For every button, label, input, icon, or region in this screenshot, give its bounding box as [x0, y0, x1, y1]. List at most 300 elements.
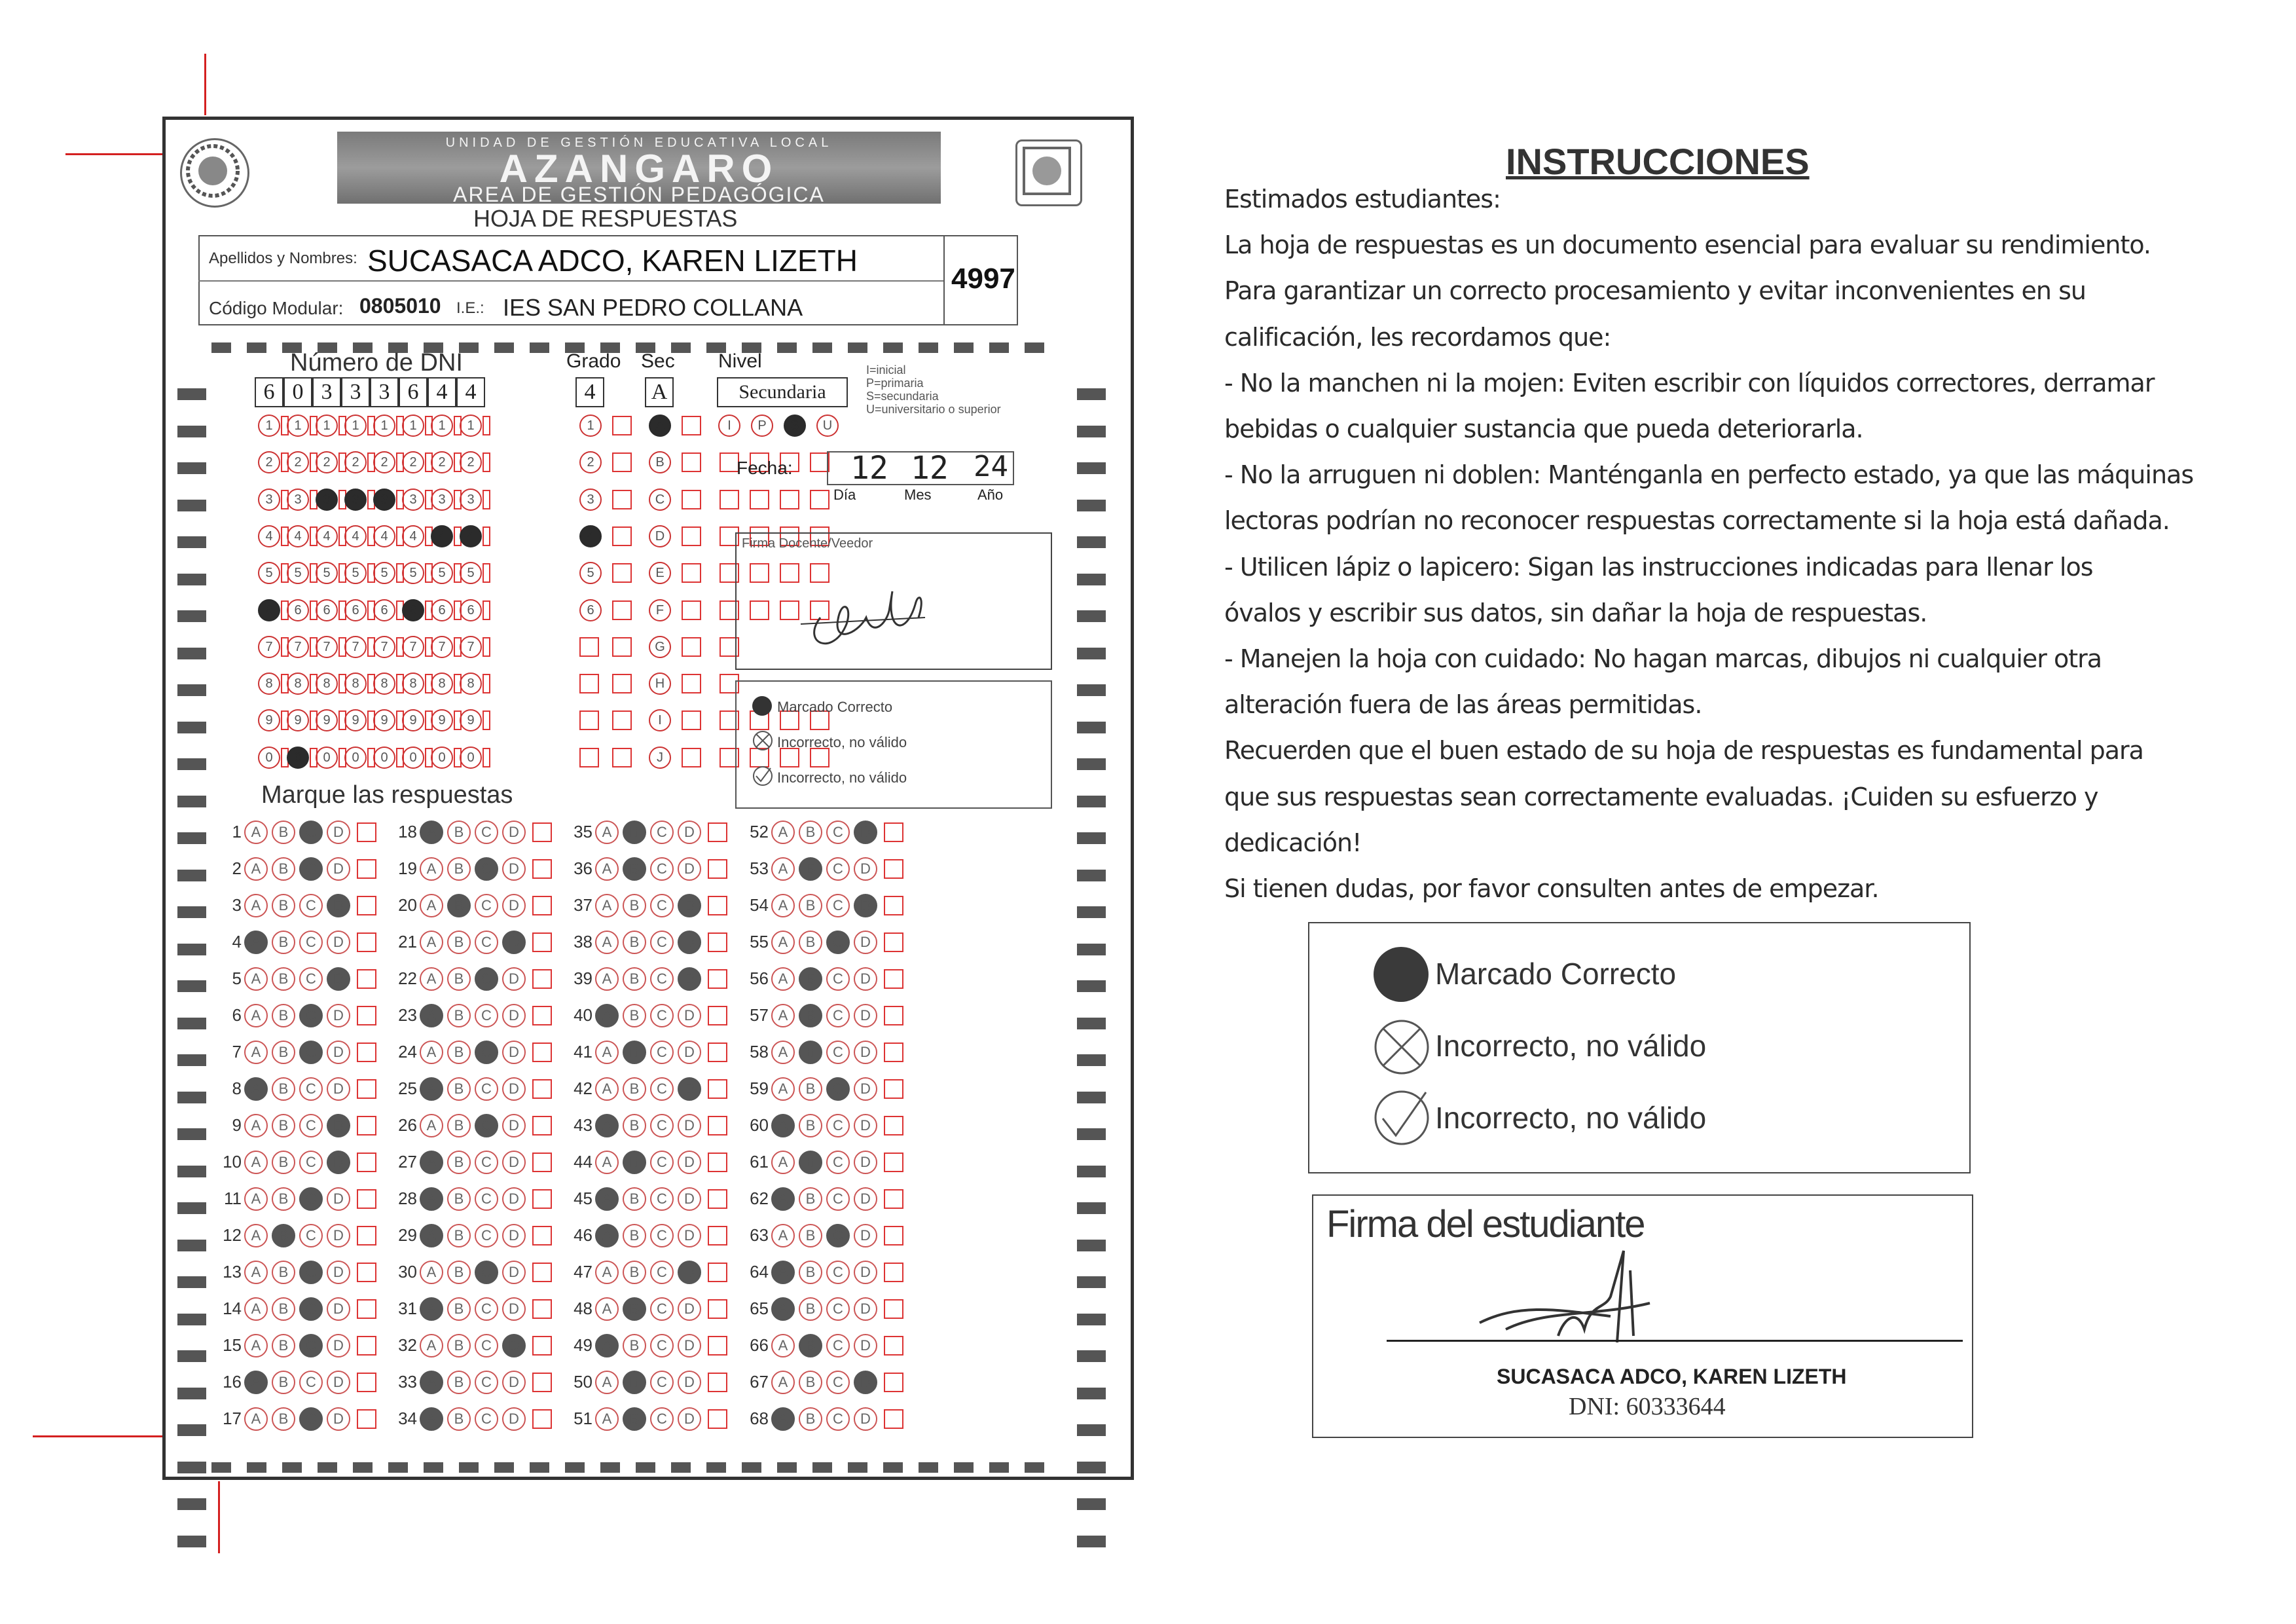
answer-bubble[interactable]: A — [595, 1371, 619, 1394]
answer-bubble[interactable]: C — [650, 1114, 674, 1137]
answer-bubble[interactable]: C — [299, 931, 323, 954]
answer-bubble[interactable]: C — [826, 894, 850, 917]
answer-bubble[interactable]: A — [420, 1004, 443, 1027]
answer-bubble[interactable]: D — [854, 967, 877, 991]
answer-bubble[interactable]: B — [623, 1041, 646, 1064]
answer-bubble[interactable]: A — [595, 1114, 619, 1137]
answer-bubble[interactable]: B — [447, 1407, 471, 1431]
timing-mark-bottom — [919, 1462, 938, 1473]
answer-bubble[interactable]: A — [244, 821, 268, 844]
answer-bubble[interactable]: D — [502, 1041, 526, 1064]
answer-bubble[interactable]: B — [447, 1187, 471, 1211]
answer-bubble[interactable]: A — [595, 894, 619, 917]
student-name-signature: SUCASACA ADCO, KAREN LIZETH — [1497, 1365, 1847, 1388]
answer-bubble[interactable]: A — [771, 1187, 795, 1211]
answer-bubble[interactable]: C — [826, 1261, 850, 1284]
answer-bubble[interactable]: D — [327, 1371, 350, 1394]
answer-bubble[interactable]: B — [799, 1004, 822, 1027]
answer-bubble[interactable]: B — [799, 1407, 822, 1431]
answer-bubble[interactable]: D — [327, 1187, 350, 1211]
answer-bubble[interactable]: B — [799, 1224, 822, 1247]
answer-bubble[interactable]: A — [771, 931, 795, 954]
answer-bubble[interactable]: A — [771, 1261, 795, 1284]
answer-bubble[interactable]: A — [771, 857, 795, 881]
answer-bubble[interactable]: D — [502, 1297, 526, 1321]
answer-bubble[interactable]: D — [502, 1151, 526, 1174]
answer-bubble[interactable]: B — [447, 1151, 471, 1174]
answer-bubble[interactable]: C — [826, 1407, 850, 1431]
answer-bubble[interactable]: B — [272, 1371, 295, 1394]
answer-bubble[interactable]: C — [299, 1297, 323, 1321]
answer-bubble[interactable]: C — [826, 1371, 850, 1394]
answer-bubble[interactable]: A — [244, 1261, 268, 1284]
answer-bubble[interactable]: D — [327, 931, 350, 954]
answer-bubble[interactable]: C — [475, 1334, 498, 1357]
answer-bubble[interactable]: B — [272, 1077, 295, 1101]
answer-bubble[interactable]: D — [854, 1297, 877, 1321]
answer-bubble[interactable]: C — [650, 1407, 674, 1431]
answer-bubble[interactable]: B — [623, 1224, 646, 1247]
answer-bubble[interactable]: C — [299, 894, 323, 917]
question-number: 9 — [232, 1115, 242, 1135]
timing-mark-right — [1077, 1202, 1106, 1214]
answer-bubble[interactable]: D — [327, 821, 350, 844]
answer-bubble[interactable]: B — [799, 1187, 822, 1211]
answer-bubble[interactable]: C — [650, 1077, 674, 1101]
answer-bubble[interactable]: C — [826, 1077, 850, 1101]
timing-mark-bottom — [812, 1462, 832, 1473]
answer-bubble[interactable]: C — [475, 1077, 498, 1101]
answer-bubble[interactable]: B — [447, 1041, 471, 1064]
answer-bubble[interactable]: B — [447, 1261, 471, 1284]
answer-bubble[interactable]: C — [826, 857, 850, 881]
answer-bubble[interactable]: D — [678, 1261, 701, 1284]
answer-bubble[interactable]: D — [327, 1077, 350, 1101]
answer-bubble[interactable]: B — [799, 1077, 822, 1101]
answer-bubble[interactable]: C — [475, 1297, 498, 1321]
answer-bubble[interactable]: C — [650, 857, 674, 881]
answer-bubble[interactable]: C — [475, 894, 498, 917]
answer-bubble[interactable]: D — [678, 1077, 701, 1101]
answer-bubble[interactable]: A — [244, 1041, 268, 1064]
answer-bubble[interactable]: A — [244, 1371, 268, 1394]
answer-bubble[interactable]: B — [799, 857, 822, 881]
answer-bubble[interactable]: A — [244, 1334, 268, 1357]
answer-bubble[interactable]: B — [623, 1004, 646, 1027]
answer-bubble[interactable]: C — [475, 1187, 498, 1211]
dni-checkbox — [483, 710, 490, 730]
answer-bubble[interactable]: C — [650, 1297, 674, 1321]
answer-bubble[interactable]: C — [475, 1224, 498, 1247]
answer-bubble[interactable]: B — [272, 1114, 295, 1137]
answer-bubble[interactable]: A — [420, 857, 443, 881]
answer-bubble[interactable]: C — [826, 1334, 850, 1357]
answer-bubble[interactable]: C — [475, 857, 498, 881]
answer-bubble[interactable]: B — [623, 1297, 646, 1321]
answer-bubble[interactable]: D — [854, 1041, 877, 1064]
dni-bubble: 2 — [258, 451, 280, 473]
answer-bubble[interactable]: B — [799, 1151, 822, 1174]
answer-bubble[interactable]: B — [272, 894, 295, 917]
answer-bubble[interactable]: D — [854, 1334, 877, 1357]
answer-bubble[interactable]: A — [595, 857, 619, 881]
answer-bubble[interactable]: B — [799, 1371, 822, 1394]
answer-bubble[interactable]: B — [623, 821, 646, 844]
timing-mark-left — [177, 906, 206, 918]
answer-bubble[interactable]: A — [420, 931, 443, 954]
answer-bubble[interactable]: D — [854, 857, 877, 881]
answer-bubble[interactable]: D — [327, 1334, 350, 1357]
answer-bubble[interactable]: A — [420, 1151, 443, 1174]
seccion-bubble: F — [649, 599, 671, 621]
dni-digit-box: 4 — [456, 377, 485, 407]
answer-bubble[interactable]: C — [826, 931, 850, 954]
answer-bubble[interactable]: A — [595, 1407, 619, 1431]
answer-bubble[interactable]: D — [327, 894, 350, 917]
answer-bubble[interactable]: D — [678, 821, 701, 844]
answer-bubble[interactable]: D — [502, 857, 526, 881]
answer-bubble[interactable]: C — [299, 1261, 323, 1284]
answer-bubble[interactable]: C — [826, 967, 850, 991]
answer-bubble[interactable]: A — [771, 1077, 795, 1101]
answer-bubble[interactable]: B — [272, 857, 295, 881]
question-number: 38 — [574, 932, 592, 951]
answer-bubble[interactable]: A — [244, 931, 268, 954]
dni-bubble: 0 — [344, 747, 367, 769]
answer-bubble[interactable]: C — [650, 1334, 674, 1357]
answer-bubble[interactable]: D — [502, 1004, 526, 1027]
answer-bubble[interactable]: B — [623, 1261, 646, 1284]
answer-bubble[interactable]: B — [272, 1407, 295, 1431]
answer-checkbox — [532, 1006, 552, 1025]
answer-bubble[interactable]: A — [244, 967, 268, 991]
answer-bubble[interactable]: A — [244, 894, 268, 917]
answer-bubble[interactable]: A — [420, 821, 443, 844]
banner-main-text: AZANGARO — [499, 147, 779, 191]
answer-bubble[interactable]: D — [854, 1114, 877, 1137]
answer-bubble[interactable]: D — [854, 1407, 877, 1431]
answer-checkbox — [708, 822, 727, 842]
answer-bubble[interactable]: D — [502, 1224, 526, 1247]
answer-bubble[interactable]: C — [475, 931, 498, 954]
answer-bubble[interactable]: D — [502, 1261, 526, 1284]
answer-bubble[interactable]: B — [623, 1371, 646, 1394]
answer-bubble[interactable]: D — [502, 1371, 526, 1394]
answer-bubble[interactable]: A — [595, 1151, 619, 1174]
answer-bubble[interactable]: B — [799, 1334, 822, 1357]
answer-bubble[interactable]: C — [299, 1187, 323, 1211]
answer-bubble[interactable]: D — [327, 1114, 350, 1137]
answer-bubble[interactable]: D — [502, 1407, 526, 1431]
answer-bubble[interactable]: C — [475, 1371, 498, 1394]
answer-checkbox — [357, 1079, 376, 1099]
answer-bubble[interactable]: B — [272, 1041, 295, 1064]
answer-bubble[interactable]: A — [771, 1371, 795, 1394]
answer-bubble[interactable]: A — [244, 1077, 268, 1101]
answer-bubble[interactable]: A — [595, 1041, 619, 1064]
answer-bubble[interactable]: D — [854, 1004, 877, 1027]
answer-bubble[interactable]: B — [799, 1114, 822, 1137]
answer-bubble[interactable]: B — [799, 894, 822, 917]
answer-bubble[interactable]: A — [244, 1114, 268, 1137]
answer-bubble[interactable]: D — [678, 894, 701, 917]
answer-bubble[interactable]: A — [595, 1297, 619, 1321]
answer-bubble[interactable]: C — [650, 1371, 674, 1394]
answer-bubble[interactable]: B — [799, 931, 822, 954]
answer-bubble[interactable]: C — [650, 1041, 674, 1064]
answer-bubble[interactable]: B — [272, 821, 295, 844]
answer-bubble[interactable]: A — [595, 931, 619, 954]
answer-bubble[interactable]: C — [826, 1297, 850, 1321]
nivel-bubble: S — [784, 415, 806, 437]
answer-bubble[interactable]: D — [854, 1151, 877, 1174]
answer-bubble[interactable]: D — [854, 1187, 877, 1211]
answer-bubble[interactable]: D — [502, 931, 526, 954]
answer-bubble[interactable]: B — [272, 931, 295, 954]
answer-bubble[interactable]: A — [244, 1224, 268, 1247]
answer-bubble[interactable]: D — [854, 931, 877, 954]
answer-bubble[interactable]: C — [299, 857, 323, 881]
answer-bubble[interactable]: B — [447, 1297, 471, 1321]
answer-bubble[interactable]: C — [299, 1371, 323, 1394]
answer-bubble[interactable]: A — [420, 1114, 443, 1137]
answer-bubble[interactable]: A — [244, 857, 268, 881]
answer-bubble[interactable]: B — [272, 1187, 295, 1211]
answer-bubble[interactable]: D — [854, 1371, 877, 1394]
answer-bubble[interactable]: A — [244, 1004, 268, 1027]
answer-bubble[interactable]: B — [623, 1334, 646, 1357]
answer-bubble[interactable]: B — [447, 1004, 471, 1027]
dni-bubble: 0 — [402, 747, 424, 769]
answer-bubble[interactable]: C — [826, 1041, 850, 1064]
answer-bubble[interactable]: C — [299, 1077, 323, 1101]
answer-bubble[interactable]: B — [623, 967, 646, 991]
answer-checkbox — [708, 1006, 727, 1025]
dni-bubble: 7 — [460, 636, 482, 658]
answer-bubble[interactable]: A — [771, 1114, 795, 1137]
answer-bubble[interactable]: C — [299, 1004, 323, 1027]
answer-bubble[interactable]: A — [420, 1224, 443, 1247]
answer-bubble[interactable]: C — [650, 1004, 674, 1027]
answer-bubble[interactable]: D — [854, 1224, 877, 1247]
answer-bubble[interactable]: C — [650, 1187, 674, 1211]
answer-bubble[interactable]: D — [502, 1114, 526, 1137]
answer-bubble[interactable]: B — [447, 857, 471, 881]
answer-bubble[interactable]: C — [826, 1114, 850, 1137]
answer-bubble[interactable]: A — [771, 1297, 795, 1321]
answer-bubble[interactable]: D — [678, 1187, 701, 1211]
answer-bubble[interactable]: D — [678, 857, 701, 881]
answer-bubble[interactable]: A — [595, 1187, 619, 1211]
answer-bubble[interactable]: B — [272, 1297, 295, 1321]
answer-bubble[interactable]: C — [826, 1004, 850, 1027]
answer-bubble[interactable]: B — [623, 1407, 646, 1431]
answer-bubble[interactable]: A — [771, 821, 795, 844]
answer-bubble[interactable]: C — [650, 894, 674, 917]
answer-bubble[interactable]: A — [771, 1224, 795, 1247]
answer-bubble[interactable]: A — [595, 1334, 619, 1357]
answer-bubble[interactable]: D — [502, 1187, 526, 1211]
answer-bubble[interactable]: A — [420, 894, 443, 917]
answer-bubble[interactable]: D — [327, 1407, 350, 1431]
answer-bubble[interactable]: D — [327, 1004, 350, 1027]
answer-bubble[interactable]: A — [420, 1077, 443, 1101]
answer-bubble[interactable]: C — [299, 1114, 323, 1137]
answer-bubble[interactable]: C — [299, 1041, 323, 1064]
answer-bubble[interactable]: C — [650, 1261, 674, 1284]
answer-bubble[interactable]: A — [244, 1187, 268, 1211]
answer-bubble[interactable]: B — [799, 821, 822, 844]
answer-bubble[interactable]: A — [595, 1077, 619, 1101]
answer-bubble[interactable]: D — [854, 1261, 877, 1284]
answer-bubble[interactable]: D — [678, 931, 701, 954]
answer-bubble[interactable]: C — [299, 1151, 323, 1174]
answer-bubble[interactable]: B — [447, 931, 471, 954]
answer-bubble[interactable]: B — [447, 967, 471, 991]
answer-bubble[interactable]: B — [623, 1187, 646, 1211]
answer-bubble[interactable]: A — [420, 1371, 443, 1394]
answer-bubble[interactable]: B — [447, 1371, 471, 1394]
answer-bubble[interactable]: B — [623, 1151, 646, 1174]
answer-bubble[interactable]: B — [623, 1114, 646, 1137]
answer-bubble[interactable]: D — [678, 1297, 701, 1321]
answer-bubble[interactable]: C — [826, 821, 850, 844]
dni-bubble: 8 — [344, 673, 367, 695]
answer-bubble[interactable]: D — [327, 1041, 350, 1064]
answer-bubble[interactable]: D — [854, 821, 877, 844]
answer-bubble[interactable]: C — [475, 1041, 498, 1064]
answer-bubble[interactable]: A — [595, 967, 619, 991]
answer-bubble[interactable]: A — [420, 1407, 443, 1431]
crop-mark — [204, 54, 206, 115]
answer-bubble[interactable]: C — [650, 967, 674, 991]
answer-bubble[interactable]: A — [420, 1297, 443, 1321]
answer-checkbox — [884, 932, 903, 952]
answer-bubble[interactable]: D — [327, 967, 350, 991]
answer-bubble[interactable]: C — [299, 1407, 323, 1431]
question-number: 11 — [224, 1189, 242, 1208]
dni-bubble: 2 — [460, 451, 482, 473]
answer-bubble[interactable]: A — [244, 1151, 268, 1174]
answer-bubble[interactable]: D — [678, 1151, 701, 1174]
answer-bubble[interactable]: B — [799, 967, 822, 991]
answer-bubble[interactable]: C — [299, 821, 323, 844]
answer-bubble[interactable]: A — [595, 1224, 619, 1247]
timing-mark-top — [954, 342, 974, 353]
answer-bubble[interactable]: C — [650, 821, 674, 844]
answer-bubble[interactable]: B — [272, 967, 295, 991]
answer-bubble[interactable]: D — [327, 1297, 350, 1321]
answer-bubble[interactable]: A — [771, 894, 795, 917]
answer-bubble[interactable]: C — [475, 967, 498, 991]
answer-bubble[interactable]: D — [327, 857, 350, 881]
answer-bubble[interactable]: C — [826, 1224, 850, 1247]
answer-bubble[interactable]: D — [678, 1114, 701, 1137]
answer-bubble[interactable]: B — [272, 1004, 295, 1027]
answer-bubble[interactable]: D — [502, 1077, 526, 1101]
answer-bubble[interactable]: C — [475, 1114, 498, 1137]
answer-bubble[interactable]: D — [678, 967, 701, 991]
answer-bubble[interactable]: C — [299, 1224, 323, 1247]
answer-bubble[interactable]: C — [475, 821, 498, 844]
answer-bubble[interactable]: C — [826, 1151, 850, 1174]
answer-bubble[interactable]: A — [595, 821, 619, 844]
answer-bubble[interactable]: D — [678, 1004, 701, 1027]
answer-bubble[interactable]: B — [447, 894, 471, 917]
answer-bubble[interactable]: B — [447, 1224, 471, 1247]
answer-bubble[interactable]: B — [272, 1224, 295, 1247]
answer-bubble[interactable]: D — [854, 1077, 877, 1101]
answer-bubble[interactable]: B — [447, 1334, 471, 1357]
answer-bubble[interactable]: A — [420, 1261, 443, 1284]
answer-bubble[interactable]: D — [502, 894, 526, 917]
answer-bubble[interactable]: B — [799, 1261, 822, 1284]
answer-bubble[interactable]: A — [420, 1041, 443, 1064]
answer-bubble[interactable]: A — [771, 1041, 795, 1064]
answer-bubble[interactable]: D — [678, 1407, 701, 1431]
answer-bubble[interactable]: C — [299, 967, 323, 991]
answer-bubble[interactable]: B — [447, 821, 471, 844]
answer-bubble[interactable]: A — [420, 1334, 443, 1357]
answer-bubble[interactable]: B — [447, 1114, 471, 1137]
answer-bubble[interactable]: C — [650, 1151, 674, 1174]
answer-bubble[interactable]: D — [678, 1041, 701, 1064]
answer-bubble[interactable]: C — [475, 1004, 498, 1027]
answer-bubble[interactable]: C — [475, 1151, 498, 1174]
answer-bubble[interactable]: A — [244, 1297, 268, 1321]
answer-bubble[interactable]: C — [299, 1334, 323, 1357]
answer-bubble[interactable]: D — [678, 1334, 701, 1357]
answer-bubble[interactable]: A — [420, 1187, 443, 1211]
answer-bubble[interactable]: D — [502, 821, 526, 844]
answer-bubble[interactable]: A — [595, 1261, 619, 1284]
answer-bubble[interactable]: C — [475, 1407, 498, 1431]
answer-bubble[interactable]: D — [678, 1224, 701, 1247]
answer-bubble[interactable]: C — [826, 1187, 850, 1211]
answer-bubble[interactable]: D — [502, 1334, 526, 1357]
answer-bubble[interactable]: B — [623, 931, 646, 954]
answer-bubble[interactable]: A — [771, 1407, 795, 1431]
answer-bubble[interactable]: D — [327, 1261, 350, 1284]
answer-bubble[interactable]: B — [623, 894, 646, 917]
answer-bubble[interactable]: C — [650, 1224, 674, 1247]
answer-bubble[interactable]: B — [447, 1077, 471, 1101]
answer-bubble[interactable]: A — [771, 1151, 795, 1174]
answer-bubble[interactable]: D — [854, 894, 877, 917]
answer-bubble[interactable]: A — [244, 1407, 268, 1431]
dni-checkbox — [483, 490, 490, 509]
answer-bubble[interactable]: A — [595, 1004, 619, 1027]
answer-bubble[interactable]: D — [327, 1224, 350, 1247]
answer-bubble[interactable]: B — [799, 1297, 822, 1321]
answer-bubble[interactable]: C — [650, 931, 674, 954]
answer-bubble[interactable]: B — [799, 1041, 822, 1064]
answer-bubble[interactable]: D — [502, 967, 526, 991]
answer-bubble[interactable]: B — [272, 1334, 295, 1357]
answer-bubble[interactable]: B — [272, 1261, 295, 1284]
timing-mark-left — [177, 1536, 206, 1547]
answer-bubble[interactable]: B — [623, 1077, 646, 1101]
answer-bubble[interactable]: C — [475, 1261, 498, 1284]
answer-bubble[interactable]: B — [623, 857, 646, 881]
answer-bubble[interactable]: B — [272, 1151, 295, 1174]
answer-bubble[interactable]: A — [771, 1004, 795, 1027]
answer-bubble[interactable]: D — [678, 1371, 701, 1394]
answer-bubble[interactable]: A — [420, 967, 443, 991]
answer-bubble[interactable]: A — [771, 1334, 795, 1357]
answer-bubble[interactable]: D — [327, 1151, 350, 1174]
answer-bubble[interactable]: A — [771, 967, 795, 991]
